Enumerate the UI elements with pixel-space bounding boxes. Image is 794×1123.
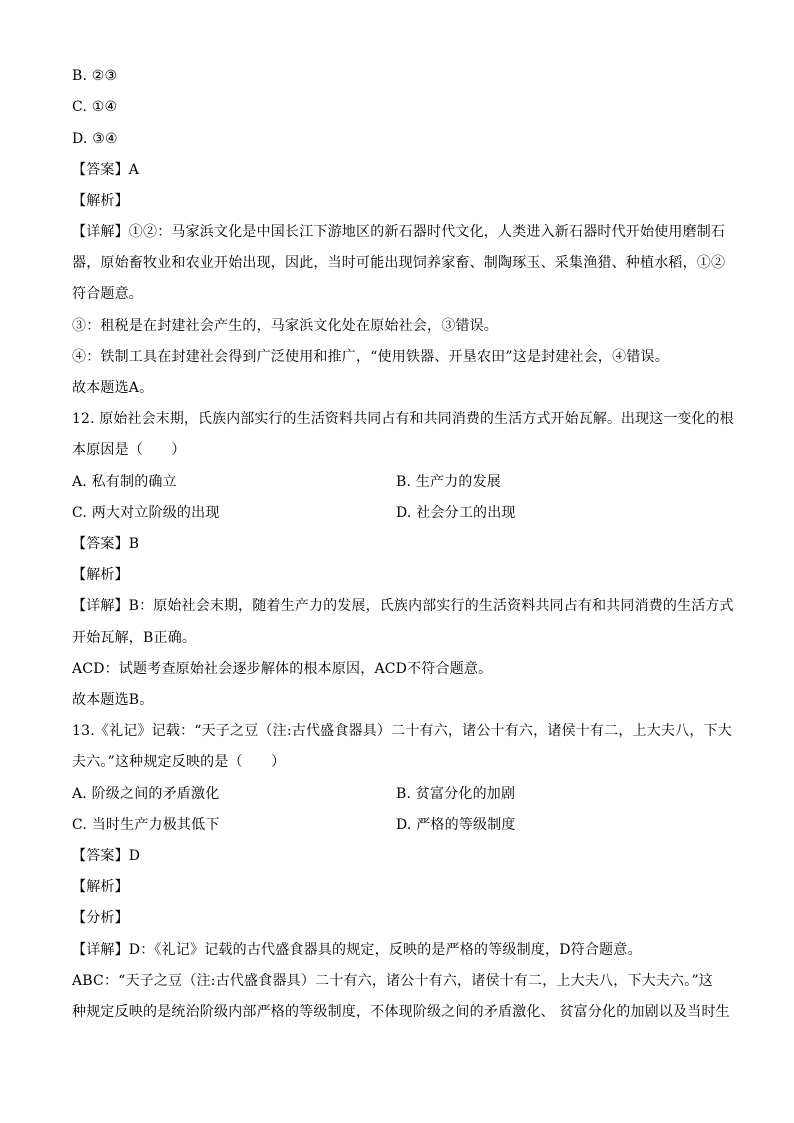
q12-conclusion: 故本题选B。 — [72, 692, 154, 708]
q12-stem-line-2: 本原因是（ ） — [72, 442, 186, 458]
q12-option-d: D. 社会分工的出现 — [396, 505, 516, 521]
q11-detail-line-5: ④：铁制工具在封建社会得到广泛使用和推广，“使用铁器、开垦农田”这是封建社会，④错误。 — [72, 349, 669, 365]
q13-fenxi-label: 【分析】 — [72, 910, 129, 926]
q13-option-c: C. 当时生产力极其低下 — [72, 817, 220, 833]
q13-option-a: A. 阶级之间的矛盾激化 — [72, 786, 220, 802]
q11-answer: 【答案】A — [72, 162, 140, 178]
q12-detail-line-3: ACD：试题考查原始社会逐步解体的根本原因，ACD不符合题意。 — [72, 661, 493, 677]
q12-detail-line-1: 【详解】B：原始社会末期，随着生产力的发展，氏族内部实行的生活资料共同占有和共同消费的生活方式 — [72, 598, 734, 614]
q13-option-b: B. 贫富分化的加剧 — [396, 786, 516, 802]
q13-stem-line-1: 13.《礼记》记载：“天子之豆（注:古代盛食器具）二十有六，诸公十有六，诸侯十有二，上大夫八，下大 — [72, 723, 732, 739]
q12-option-a: A. 私有制的确立 — [72, 474, 177, 490]
q12-stem-line-1: 12. 原始社会末期，氏族内部实行的生活资料共同占有和共同消费的生活方式开始瓦解。出现这一变化的根 — [72, 411, 734, 427]
q12-option-c: C. 两大对立阶级的出现 — [72, 505, 220, 521]
q11-conclusion: 故本题选A。 — [72, 380, 154, 396]
q11-option-d: D. ③④ — [72, 131, 118, 147]
q12-option-b: B. 生产力的发展 — [396, 474, 501, 490]
q11-option-c: C. ①④ — [72, 99, 118, 115]
q13-answer: 【答案】D — [72, 848, 141, 864]
q11-option-b: B. ②③ — [72, 68, 118, 84]
q13-analysis-label: 【解析】 — [72, 879, 129, 895]
q13-option-d: D. 严格的等级制度 — [396, 817, 516, 833]
q13-stem-line-2: 夫六。”这种规定反映的是（ ） — [72, 754, 286, 770]
q11-detail-line-3: 符合题意。 — [72, 286, 143, 302]
q11-detail-line-1: 【详解】①②：马家浜文化是中国长江下游地区的新石器时代文化，人类进入新石器时代开始使用磨制石 — [72, 224, 726, 240]
q12-analysis-label: 【解析】 — [72, 567, 129, 583]
q13-detail-line-3: 种规定反映的是统治阶级内部严格的等级制度，不体现阶级之间的矛盾激化、 贫富分化的加剧以及当时生 — [72, 1004, 730, 1020]
q11-detail-line-2: 器，原始畜牧业和农业开始出现，因此，当时可能出现饲养家畜、制陶琢玉、采集渔猎、种植水稻，①② — [72, 255, 726, 271]
q12-detail-line-2: 开始瓦解，B正确。 — [72, 630, 197, 646]
q12-answer: 【答案】B — [72, 536, 140, 552]
q13-detail-line-2: ABC：“天子之豆（注:古代盛食器具）二十有六，诸公十有六，诸侯十有二，上大夫八，下大夫六。”这 — [72, 973, 713, 989]
q11-analysis-label: 【解析】 — [72, 193, 129, 209]
q11-detail-line-4: ③：租税是在封建社会产生的，马家浜文化处在原始社会，③错误。 — [72, 318, 498, 334]
q13-detail-line-1: 【详解】D：《礼记》记载的古代盛食器具的规定，反映的是严格的等级制度，D符合题意。 — [72, 942, 642, 958]
